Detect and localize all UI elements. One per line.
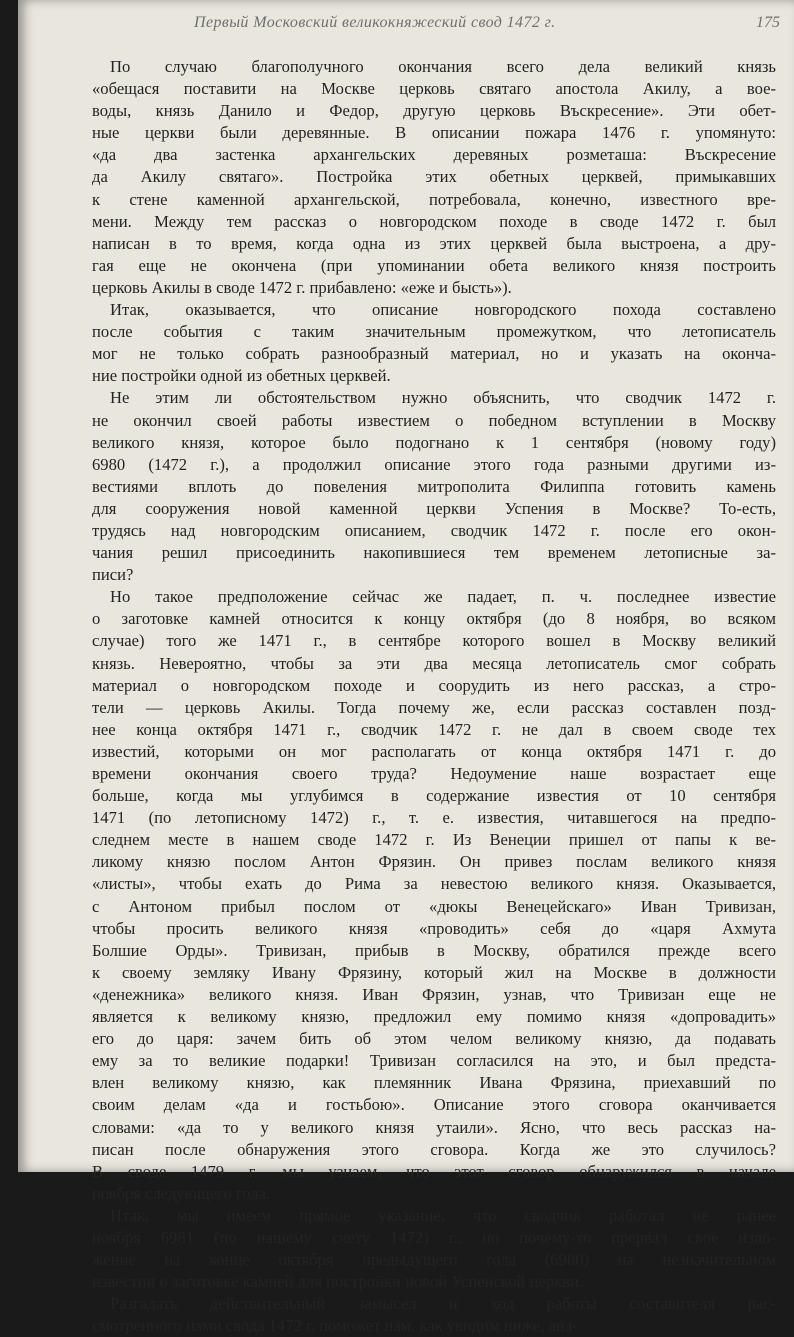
text-line: для сооружения новой каменной церкви Успения в Москве? То-есть, [92, 498, 776, 518]
text-line: «да два застенка архангельских деревяных розметаша: Въскресение [92, 145, 776, 165]
text-line: чания решил присоединить накопившиеся тем временем летописные за- [92, 543, 776, 563]
text-line: нее конца октября 1471 г., сводчик 1472 г. не дал в своем своде тех [92, 719, 776, 739]
paragraph [92, 387, 776, 586]
text-line: ему за то великие подарки! Тривизан согласился на это, и был предста- [92, 1051, 776, 1071]
text-line: к стене каменной архангельской, потребовала, конечно, известного вре- [92, 189, 776, 209]
text-line: следнем месте в нашем своде 1472 г. Из Венеции пришел от папы к ве- [92, 830, 776, 850]
page-number: 175 [756, 14, 780, 31]
text-line: его до царя: зачем бить об этом челом великому князю, да подавать [92, 1029, 776, 1049]
text-line: материал о новгородском походе и соорудить из него рассказ, а стро- [92, 675, 776, 695]
text-line: церковь Акилы в своде 1472 г. прибавлено: «еже и бысть»). [92, 277, 512, 297]
text-line: ные церкви были деревянные. В описании пожара 1476 г. упомянуто: [92, 123, 776, 143]
text-line: смотренного нами свода 1472 г. поможет нам, как увидим ниже, ана- [92, 1316, 578, 1336]
text-line: с Антоном прибыл послом от «дюкы Венецейскаго» Иван Тривизан, [92, 896, 776, 916]
text-line: В своде 1479 г. мы узнаем, что этот сговор обнаружился в начале [92, 1161, 776, 1181]
text-line: ноября следующего года. [92, 1183, 271, 1203]
paragraph [92, 1293, 776, 1337]
text-line: Не этим ли обстоятельством нужно объяснить, что сводчик 1472 г. [110, 388, 776, 408]
text-line: вестиями вплоть до повеления митрополита Филиппа готовить камень [92, 476, 776, 496]
text-line: словами: «да то у великого князя утаили». Ясно, что весь рассказ на- [92, 1117, 776, 1137]
text-line: Разгадать действительный замысел и ход работы составителя рас- [110, 1294, 776, 1314]
text-line: времени окончания своего труда? Недоумение наше возрастает еще [92, 764, 776, 783]
text-line: своим делам «да и гостьбою». Описание этого сговора оканчивается [92, 1095, 776, 1115]
paragraph [92, 299, 776, 387]
text-line: «обещася поставити на Москве церковь святаго апостола Акилу, а вое- [92, 79, 776, 99]
text-line: известий, которыми он мог располагать от конца октября 1471 г. до [92, 741, 776, 761]
text-line: жение на конце октября предыдущего года (6980) на незначительном [92, 1250, 776, 1270]
text-line: о заготовке камней относится к концу октября (до 8 ноября, во всяком [92, 609, 776, 629]
page-header [18, 14, 794, 38]
body-text [92, 56, 776, 1337]
text-line: «денежника» великого князя. Иван Фрязин, узнав, что Тривизан еще не [92, 984, 776, 1004]
book-page [18, 0, 794, 1336]
text-line: По случаю благополучного окончания всего дела великий князь [110, 57, 776, 76]
text-line: трудясь над новгородским описанием, сводчик 1472 г. после его окон- [92, 520, 776, 540]
paragraph [92, 1205, 776, 1293]
text-line: чтобы просить великого князя «проводить» себя до «царя Ахмута [92, 918, 776, 938]
text-line: великого князя, которое было подогнано к 1 сентября (новому году) [92, 432, 776, 452]
running-title: Первый Московский великокняжеский свод 1472 г. [194, 14, 556, 31]
text-line: влен великому князю, как племянник Ивана Фрязина, приехавший по [92, 1073, 776, 1093]
paragraph [92, 586, 776, 1205]
text-line: воды, князь Данило и Федор, другую церковь Въскресение». Эти обет- [92, 101, 776, 121]
text-line: ноября 6981 (по нашему счету 1472) г., но почему-то прервал свое изло- [92, 1227, 776, 1247]
text-line: написан в то время, когда одна из этих церквей была выстроена, а дру- [92, 233, 776, 253]
text-line: известии о заготовке камней для постройки новой Успенской церкви. [92, 1272, 583, 1292]
text-line: ликому князю послом Антон Фрязин. Он привез послам великого князя [92, 852, 776, 872]
text-line: мог не только собрать разнообразный материал, но и указать на оконча- [92, 344, 776, 364]
text-line: случае) того же 1471 г., в сентябре которого вошел в Москву великий [92, 631, 776, 651]
text-line: больше, когда мы углубимся в содержание известия от 10 сентября [92, 786, 776, 806]
text-line: князь. Невероятно, чтобы за эти два месяца летописатель смог собрать [92, 653, 776, 673]
text-line: ние постройки одной из обетных церквей. [92, 366, 391, 386]
text-line: не окончил своей работы известием о победном вступлении в Москву [92, 410, 776, 430]
text-line: писи? [92, 565, 134, 585]
text-line: 1471 (по летописному 1472) г., т. е. известия, читавшегося на предпо- [92, 808, 776, 828]
text-line: да Акилу святаго». Постройка этих обетных церквей, примыкавших [92, 167, 776, 187]
text-line: является к великому князю, предложил ему помимо князя «допровадить» [92, 1007, 776, 1027]
text-line: Болшие Орды». Тривизан, прибыв в Москву, обратился прежде всего [92, 940, 776, 960]
text-line: гая еще не окончена (при упоминании обета великого князя построить [92, 255, 776, 275]
text-line: мени. Между тем рассказ о новгородском походе в своде 1472 г. был [92, 211, 776, 231]
text-line: 6980 (1472 г.), а продолжил описание этого года разными другими из- [92, 454, 776, 474]
text-line: Итак, мы имеем прямое указание, что сводчик работал не ранее [110, 1205, 776, 1225]
text-line: Итак, оказывается, что описание новгородского похода составлено [110, 300, 776, 320]
text-line: тели — церковь Акилы. Тогда почему же, если рассказ составлен позд- [92, 697, 776, 717]
text-line: к своему земляку Ивану Фрязину, который жил на Москве в должности [92, 962, 776, 982]
text-line: писан после обнаружения этого сговора. Когда же это случилось? [92, 1139, 776, 1159]
text-line: «листы», чтобы ехать до Рима за невестою великого князя. Оказывается, [92, 874, 776, 894]
text-line: Но такое предположение сейчас же падает, п. ч. последнее известие [110, 587, 776, 607]
text-line: после события с таким значительным промежутком, что летописатель [92, 322, 776, 342]
paragraph [92, 56, 776, 299]
